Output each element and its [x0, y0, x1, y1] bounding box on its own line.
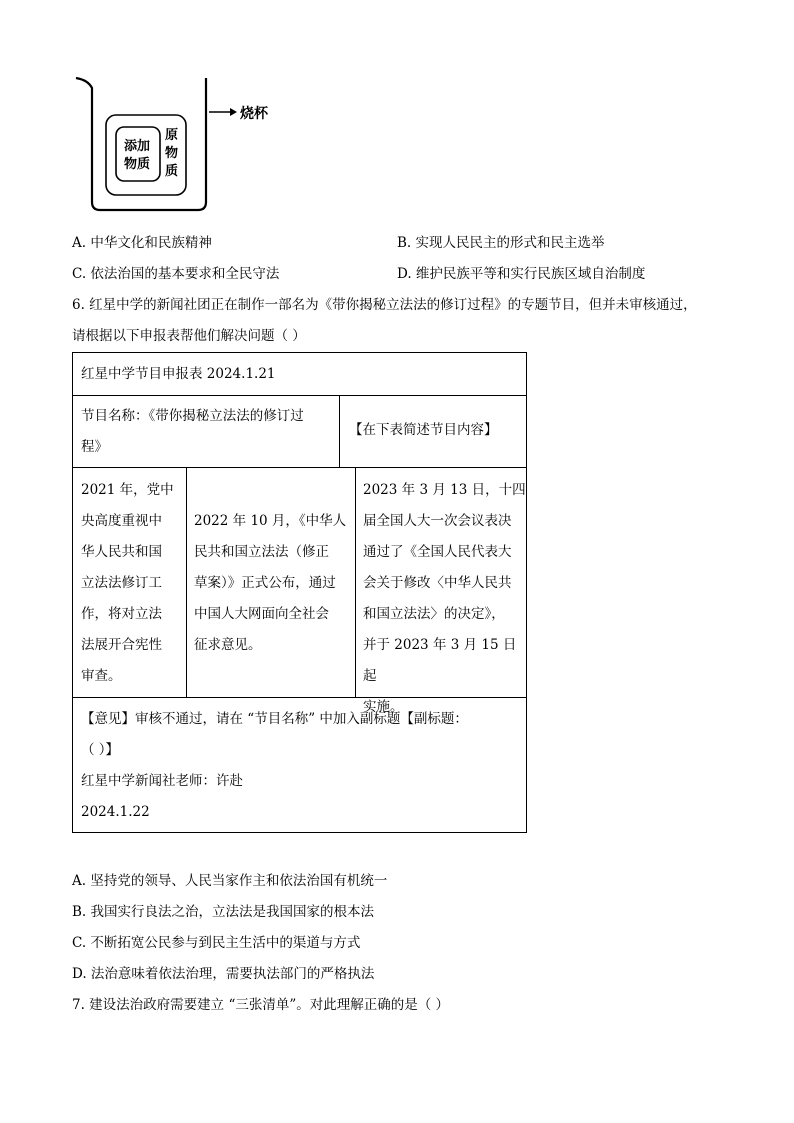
cell-line: 法展开合宪性	[81, 637, 162, 653]
cell-line: 通过了《全国人民代表大	[363, 544, 512, 560]
option-a: A. 坚持党的领导、人民当家作主和依法治国有机统一	[72, 873, 388, 889]
beaker-label: 烧杯	[240, 106, 268, 122]
cell-line: 立法法修订工	[81, 575, 162, 591]
opinion-line: （ ）】	[81, 742, 120, 758]
review-opinion-cell	[81, 704, 468, 828]
option-a: A. 中华文化和民族精神	[72, 235, 212, 251]
program-application-table	[72, 352, 527, 833]
cell-line: 2023 年 3 月 13 日，十四	[363, 482, 526, 498]
original-substance-line: 质	[165, 164, 179, 179]
cell-line: 会关于修改〈中华人民共	[363, 575, 512, 591]
summary-label: 【在下表简述节目内容】	[349, 422, 498, 438]
cell-line: 作，将对立法	[81, 606, 162, 622]
cell-line: 民共和国立法法（修正	[194, 544, 329, 560]
question-6-stem: 6. 红星中学的新闻社团正在制作一部名为《带你揭秘立法法的修订过程》的专题节目，但并未审核通过，	[72, 297, 697, 313]
option-d: D. 维护民族平等和实行民族区域自治制度	[397, 266, 646, 282]
table-divider	[73, 395, 526, 396]
cell-line: 审查。	[81, 668, 122, 684]
timeline-2022-cell	[194, 506, 346, 661]
cell-line: 华人民共和国	[81, 544, 162, 560]
table-divider	[339, 395, 340, 467]
cell-line: 征求意见。	[194, 637, 262, 653]
original-substance-label	[165, 127, 178, 181]
question-7-stem: 7. 建设法治政府需要建立 “三张清单”。对此理解正确的是（ ）	[72, 997, 450, 1013]
cell-line: 草案）》正式公布，通过	[194, 575, 336, 591]
question-6-stem-cont: 请根据以下申报表帮他们解决问题（ ）	[72, 328, 306, 344]
cell-line: 2021 年，党中	[81, 482, 174, 498]
program-name-cell	[81, 401, 304, 463]
opinion-line: 【意见】审核不通过，请在 “节目名称” 中加入副标题【副标题：	[81, 711, 468, 727]
table-divider	[73, 467, 526, 468]
table-header: 红星中学节目申报表 2024.1.21	[81, 366, 276, 382]
cell-line: 2022 年 10 月，《中华人	[194, 513, 347, 529]
option-b: B. 实现人民民主的形式和民主选举	[397, 235, 605, 251]
added-substance-label	[124, 138, 150, 174]
option-c: C. 不断拓宽公民参与到民主生活中的渠道与方式	[72, 935, 361, 951]
original-substance-line: 物	[165, 146, 179, 161]
cell-line: 并于 2023 年 3 月 15 日起	[363, 637, 517, 684]
cell-line: 中国人大网面向全社会	[194, 606, 329, 622]
table-divider	[355, 467, 356, 697]
teacher-signature: 红星中学新闻社老师：许赴	[81, 773, 243, 789]
cell-line: 央高度重视中	[81, 513, 162, 529]
timeline-2023-cell	[363, 475, 526, 723]
option-d: D. 法治意味着依法治理，需要执法部门的严格执法	[72, 966, 375, 982]
program-name-line: 程》	[81, 439, 108, 455]
timeline-2021-cell	[81, 475, 174, 692]
cell-line: 实施。	[363, 699, 404, 715]
option-b: B. 我国实行良法之治，立法法是我国国家的根本法	[72, 904, 375, 920]
table-divider	[186, 467, 187, 697]
original-substance-line: 原	[165, 128, 179, 143]
program-name-line: 节目名称：《带你揭秘立法法的修订过	[81, 408, 304, 424]
cell-line: 届全国人大一次会议表决	[363, 513, 512, 529]
review-date: 2024.1.22	[81, 804, 150, 820]
beaker-diagram	[70, 70, 250, 215]
cell-line: 和国立法法〉的决定》，	[363, 606, 505, 622]
added-substance-line: 物质	[124, 157, 151, 172]
added-substance-line: 添加	[124, 139, 151, 154]
option-c: C. 依法治国的基本要求和全民守法	[72, 266, 280, 282]
